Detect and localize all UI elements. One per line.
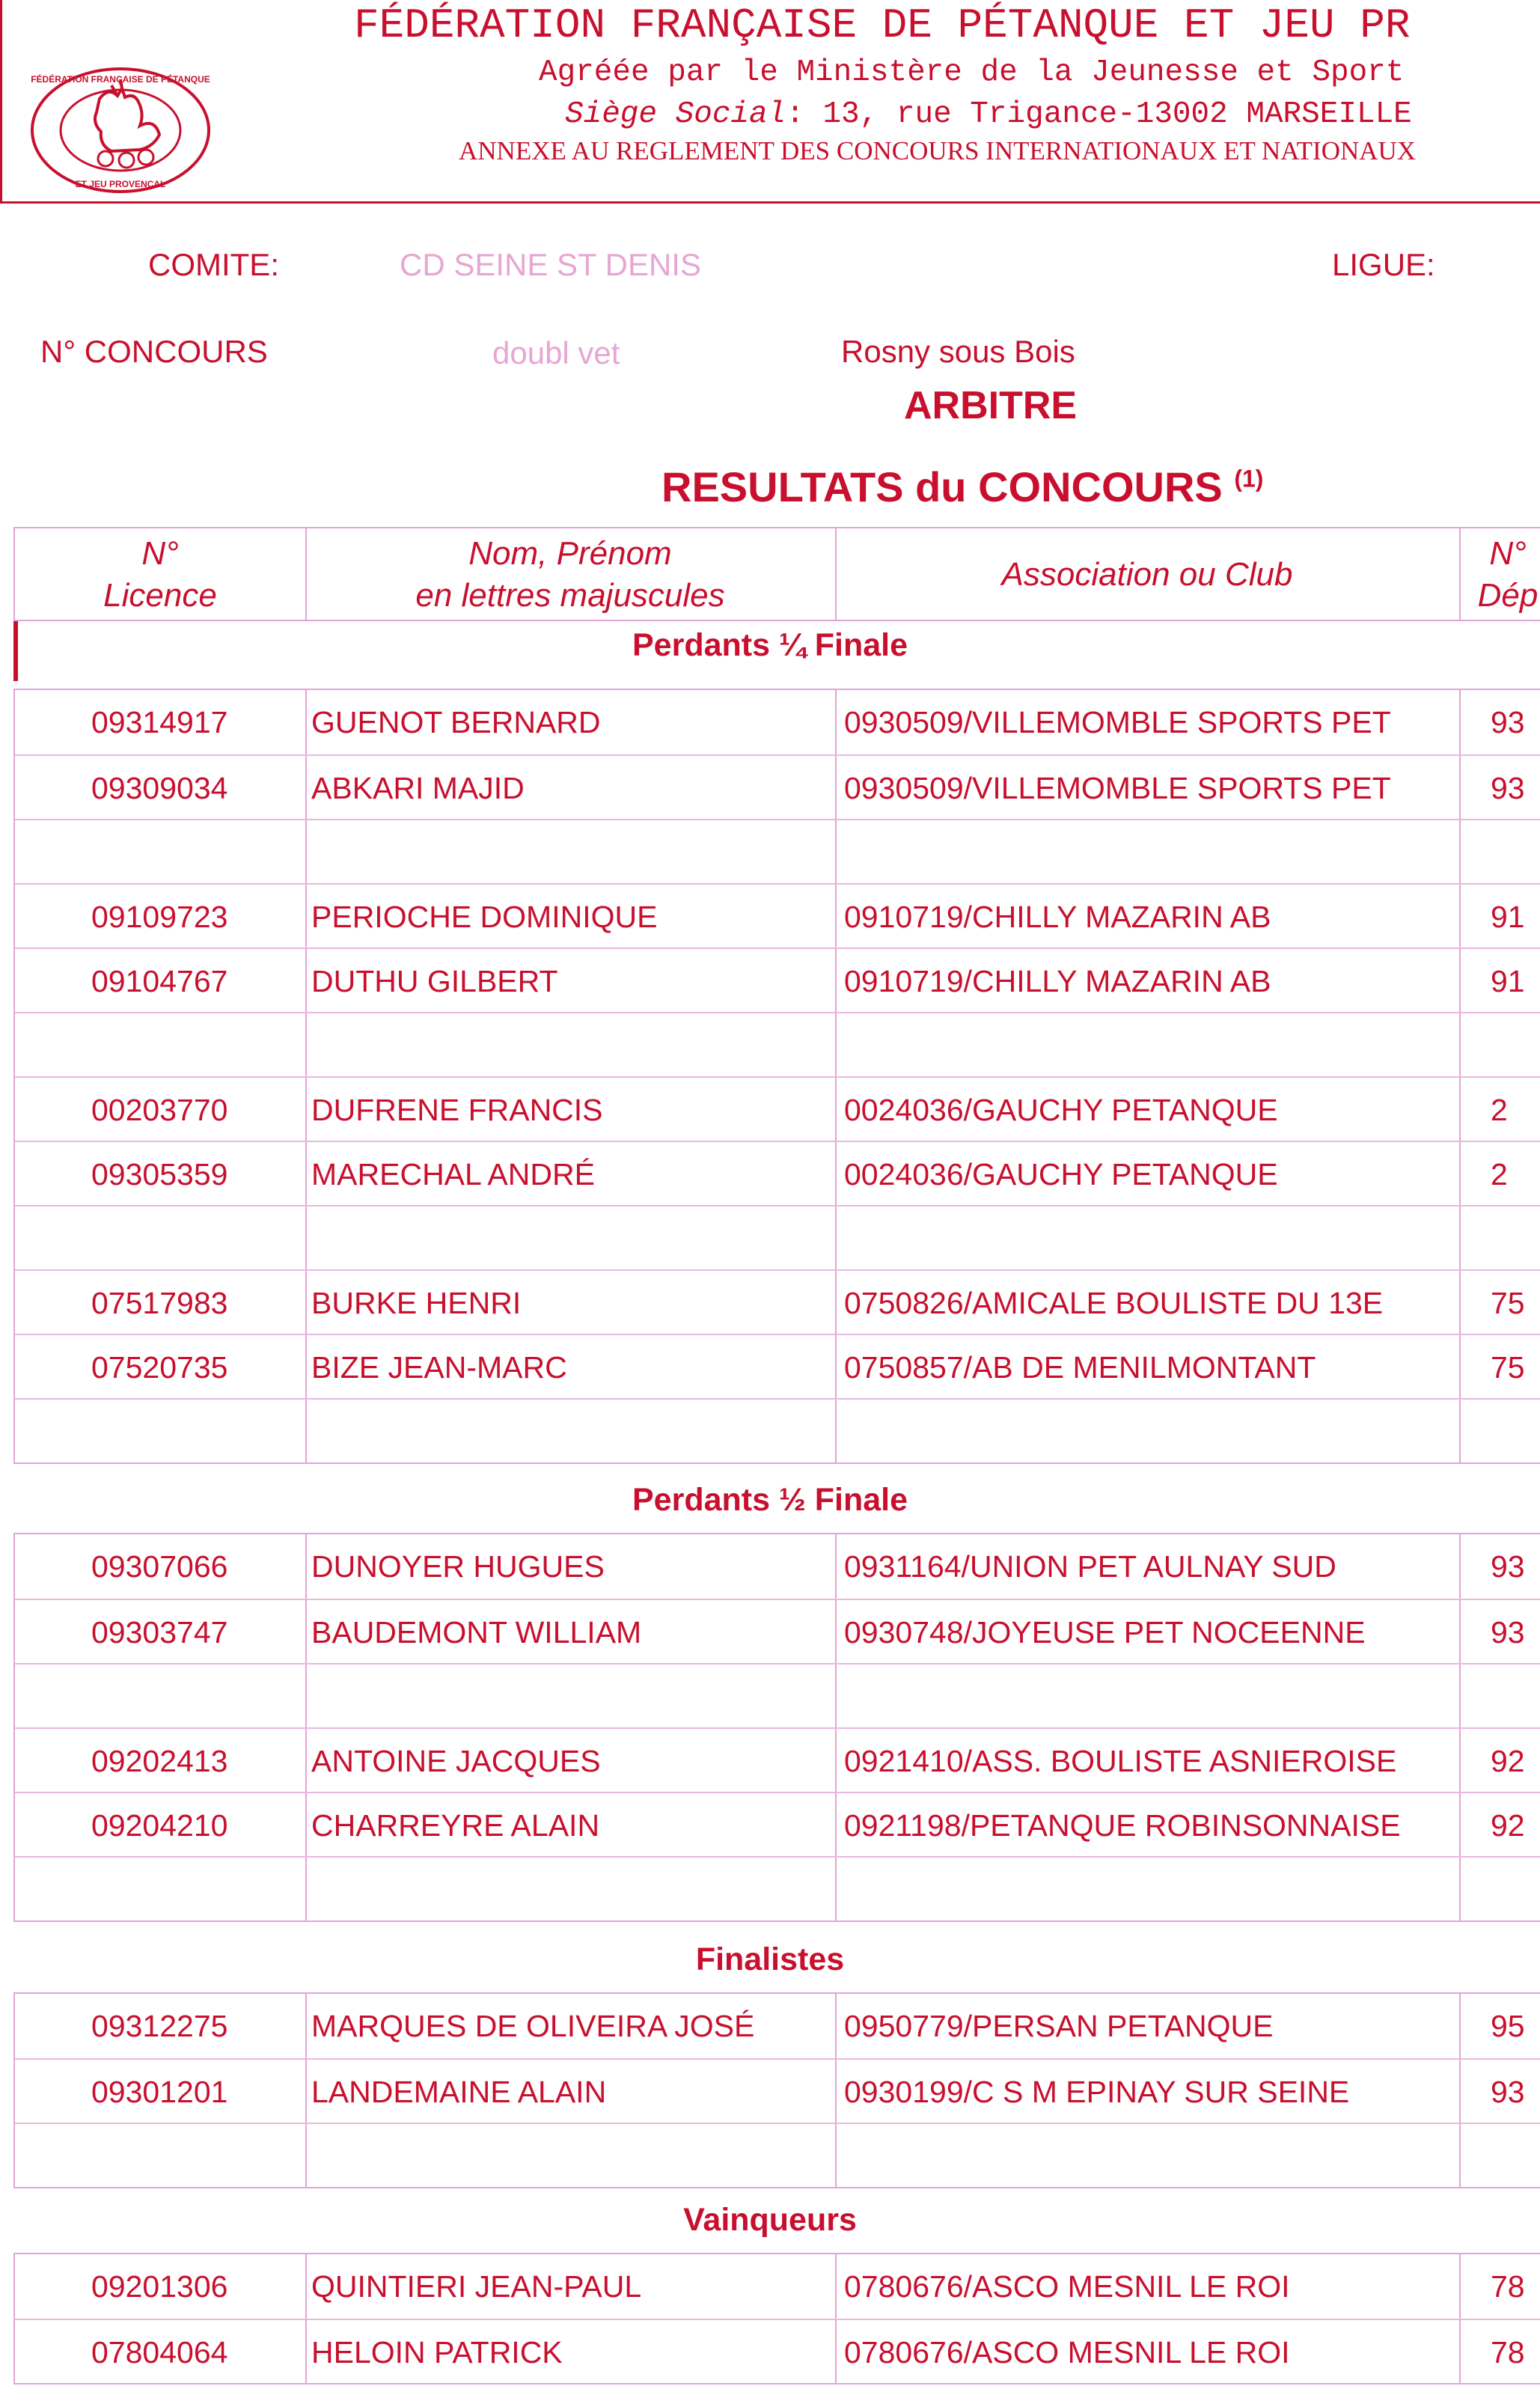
comite-label: COMITE:: [148, 247, 279, 282]
group-table: [13, 2253, 1540, 2385]
table-row: [15, 1334, 1540, 1398]
agreement-line: Agréée par le Ministère de la Jeunesse et Sport: [539, 55, 1405, 90]
table-row: [15, 1856, 1540, 1920]
group-title: Perdants ¼ Finale: [632, 627, 908, 663]
name-cell: DUFRENE FRANCIS: [311, 1093, 603, 1127]
licence-cell: 09312275: [91, 2009, 228, 2043]
group-title: Perdants ½ Finale: [632, 1482, 908, 1518]
licence-cell: 09204210: [91, 1808, 228, 1843]
name-cell: LANDEMAINE ALAIN: [311, 2075, 607, 2109]
table-row: [15, 1534, 1540, 1599]
logo-lettering: FÉDÉRATION FRANÇAISE DE PÉTANQUE: [31, 74, 210, 85]
col-licence-header: [15, 533, 305, 617]
table-row: [15, 1994, 1540, 2058]
licence-cell: 09104767: [91, 964, 228, 998]
table-row: [15, 1205, 1540, 1269]
club-cell: 0024036/GAUCHY PETANQUE: [844, 1093, 1278, 1127]
table-row: [15, 1269, 1540, 1334]
licence-cell: 09109723: [91, 900, 228, 934]
table-header: [13, 527, 1540, 621]
name-cell: BURKE HENRI: [311, 1286, 522, 1320]
arbitre-title: ARBITRE: [904, 384, 1078, 427]
federation-logo: [28, 66, 213, 195]
dep-cell: 93: [1491, 1549, 1525, 1584]
licence-cell: 09314917: [91, 705, 228, 739]
club-cell: 0930509/VILLEMOMBLE SPORTS PET: [844, 771, 1391, 805]
table-row: [15, 2123, 1540, 2187]
federation-title: FÉDÉRATION FRANÇAISE DE PÉTANQUE ET JEU PR: [354, 1, 1411, 49]
name-cell: GUENOT BERNARD: [311, 705, 601, 739]
club-cell: 0931164/UNION PET AULNAY SUD: [844, 1549, 1336, 1584]
table-row: [15, 1012, 1540, 1076]
dep-cell: 91: [1491, 900, 1525, 934]
annexe-line: ANNEXE AU REGLEMENT DES CONCOURS INTERNATIONAUX ET NATIONAUX: [459, 136, 1417, 165]
club-cell: 0930199/C S M EPINAY SUR SEINE: [844, 2075, 1350, 2109]
club-cell: 0930509/VILLEMOMBLE SPORTS PET: [844, 705, 1391, 739]
dep-cell: 92: [1491, 1744, 1525, 1778]
group-table: [13, 689, 1540, 1464]
headquarters-label: Siège Social: [565, 97, 786, 132]
dep-cell: 75: [1491, 1286, 1525, 1320]
concours-value: doubl vet: [492, 335, 620, 370]
table-row: [15, 1398, 1540, 1462]
group-title: Vainqueurs: [683, 2202, 857, 2238]
group-title: Finalistes: [695, 1941, 845, 1977]
licence-cell: 09201306: [91, 2269, 228, 2304]
group-table: [13, 1992, 1540, 2188]
table-row: [15, 754, 1540, 819]
dep-cell: 93: [1491, 771, 1525, 805]
table-row: [15, 2319, 1540, 2383]
col-nom-header-line2: en lettres majuscules: [415, 577, 725, 614]
table-row: [15, 1141, 1540, 1205]
name-cell: ANTOINE JACQUES: [311, 1744, 601, 1778]
club-cell: 0910719/CHILLY MAZARIN AB: [844, 964, 1271, 998]
results-footnote-mark: (1): [1234, 465, 1264, 492]
headquarters-line: [565, 97, 1412, 132]
dep-cell: 93: [1491, 2075, 1525, 2109]
results-title-text: RESULTATS du CONCOURS: [661, 463, 1223, 510]
name-cell: PERIOCHE DOMINIQUE: [311, 900, 658, 934]
licence-cell: 09307066: [91, 1549, 228, 1584]
name-cell: BIZE JEAN-MARC: [311, 1350, 567, 1385]
ligue-label: LIGUE:: [1332, 247, 1435, 282]
table-row: [15, 883, 1540, 948]
location: Rosny sous Bois: [841, 334, 1075, 369]
licence-cell: 09202413: [91, 1744, 228, 1778]
name-cell: DUNOYER HUGUES: [311, 1549, 605, 1584]
name-cell: BAUDEMONT WILLIAM: [311, 1615, 642, 1650]
col-licence-header-line1: N°: [141, 535, 179, 572]
col-dep-header: [1459, 533, 1540, 617]
dep-cell: 75: [1491, 1350, 1525, 1385]
dep-cell: 78: [1491, 2269, 1525, 2304]
col-dep-header-line2: Dép: [1477, 577, 1539, 614]
table-row: [15, 2254, 1540, 2319]
licence-cell: 07517983: [91, 1286, 228, 1320]
results-title: [661, 463, 1263, 511]
dep-cell: 93: [1491, 1615, 1525, 1650]
table-row: [15, 1076, 1540, 1141]
federation-header: [0, 0, 1540, 204]
col-nom-header: [305, 533, 835, 617]
licence-cell: 09305359: [91, 1157, 228, 1192]
concours-label: N° CONCOURS: [40, 334, 268, 369]
col-club-header: Association ou Club: [1001, 556, 1293, 593]
club-cell: 0750857/AB DE MENILMONTANT: [844, 1350, 1316, 1385]
licence-cell: 09301201: [91, 2075, 228, 2109]
dep-cell: 2: [1491, 1093, 1508, 1127]
club-cell: 0910719/CHILLY MAZARIN AB: [844, 900, 1271, 934]
table-row: [15, 1599, 1540, 1663]
dep-cell: 2: [1491, 1157, 1508, 1192]
name-cell: DUTHU GILBERT: [311, 964, 558, 998]
dep-cell: 78: [1491, 2335, 1525, 2370]
licence-cell: 07804064: [91, 2335, 228, 2370]
name-cell: ABKARI MAJID: [311, 771, 525, 805]
club-cell: 0930748/JOYEUSE PET NOCEENNE: [844, 1615, 1366, 1650]
dep-cell: 93: [1491, 705, 1525, 739]
dep-cell: 92: [1491, 1808, 1525, 1843]
col-nom-header-line1: Nom, Prénom: [468, 535, 672, 572]
svg-text:ET JEU PROVENÇAL: ET JEU PROVENÇAL: [75, 179, 166, 189]
headquarters-address: : 13, rue Trigance-13002 MARSEILLE: [786, 97, 1412, 132]
comite-value: CD SEINE ST DENIS: [400, 247, 701, 282]
table-row: [15, 1727, 1540, 1792]
club-cell: 0750826/AMICALE BOULISTE DU 13E: [844, 1286, 1384, 1320]
club-cell: 0950779/PERSAN PETANQUE: [844, 2009, 1274, 2043]
name-cell: CHARREYRE ALAIN: [311, 1808, 600, 1843]
group-table: [13, 1533, 1540, 1922]
licence-cell: 09303747: [91, 1615, 228, 1650]
table-row: [15, 1792, 1540, 1856]
club-cell: 0780676/ASCO MESNIL LE ROI: [844, 2269, 1290, 2304]
name-cell: MARECHAL ANDRÉ: [311, 1157, 595, 1192]
table-row: [15, 690, 1540, 754]
col-dep-header-line1: N°: [1489, 535, 1527, 572]
name-cell: QUINTIERI JEAN-PAUL: [311, 2269, 642, 2304]
table-row: [15, 948, 1540, 1012]
table-row: [15, 819, 1540, 883]
dep-cell: 91: [1491, 964, 1525, 998]
table-row: [15, 2058, 1540, 2123]
club-cell: 0921410/ASS. BOULISTE ASNIEROISE: [844, 1744, 1397, 1778]
club-cell: 0780676/ASCO MESNIL LE ROI: [844, 2335, 1290, 2370]
table-row: [15, 1663, 1540, 1727]
name-cell: HELOIN PATRICK: [311, 2335, 563, 2370]
club-cell: 0024036/GAUCHY PETANQUE: [844, 1157, 1278, 1192]
licence-cell: 00203770: [91, 1093, 228, 1127]
club-cell: 0921198/PETANQUE ROBINSONNAISE: [844, 1808, 1401, 1843]
col-licence-header-line2: Licence: [103, 577, 217, 614]
name-cell: MARQUES DE OLIVEIRA JOSÉ: [311, 2009, 755, 2043]
dep-cell: 95: [1491, 2009, 1525, 2043]
licence-cell: 09309034: [91, 771, 228, 805]
licence-cell: 07520735: [91, 1350, 228, 1385]
